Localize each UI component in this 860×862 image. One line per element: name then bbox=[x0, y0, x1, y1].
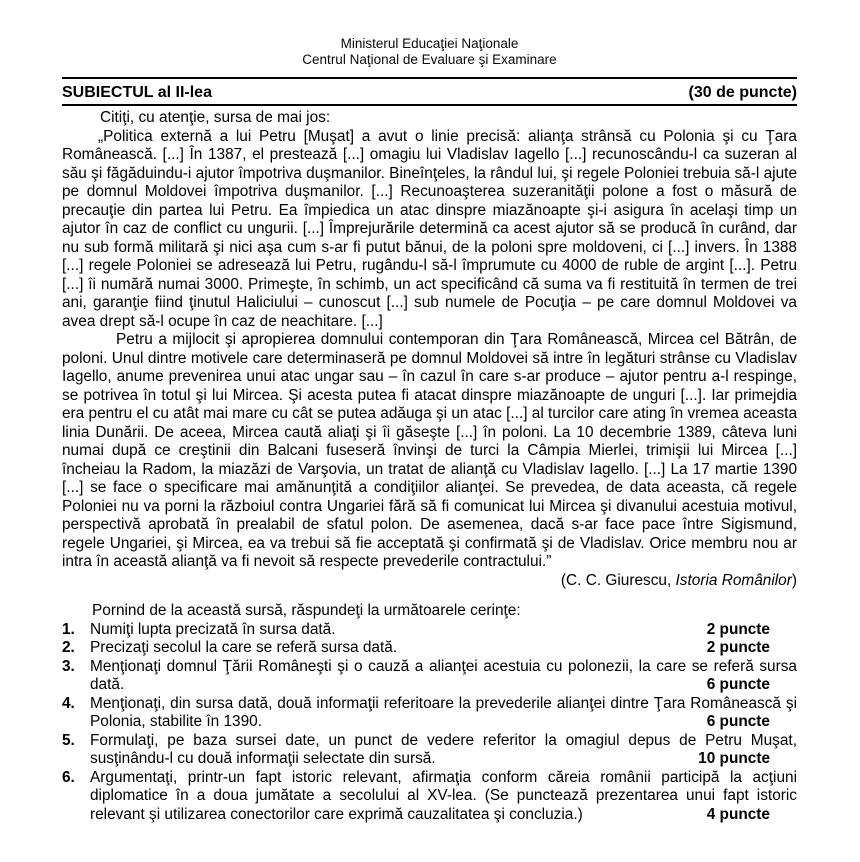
attribution-book-title: Istoria Românilor bbox=[675, 571, 792, 589]
question-item-3 bbox=[62, 658, 797, 695]
question-item-4 bbox=[62, 695, 797, 732]
question-number: 2. bbox=[62, 639, 75, 656]
question-text-block bbox=[90, 658, 797, 695]
question-text-block bbox=[90, 621, 797, 640]
question-points: 6 puncte bbox=[706, 676, 770, 693]
question-number: 5. bbox=[62, 731, 75, 749]
source-paragraph-2: Petru a mijlocit şi apropierea domnului contemporan din Ţara Românească, Mircea cel Bătrân, de poloni. Unul dintre motivele care determinaseră pe domnul Moldovei să intre în legături strânse cu Vladislav Iagello, anume prevenirea unui atac ungar sau – în cazul în care s-ar produce – ajutor pentru a-l respinge, se potrivea în totul şi lui Mircea. Şi acesta putea fi atacat dinspre miazănoapte de unguri [...]. Iar primejdia era pentru el cu atât mai mare cu cât se putea adăuga şi un atac [...] al turcilor care ating în vremea aceasta linia Dunării. De aceea, Mircea caută aliaţi şi îi găseşte [...] în poloni. La 10 decembrie 1389, câteva luni numai după ce creştinii din Balcani fuseseră învinşi de turci la Câmpia Mierlei, trimişii lui Mircea [...] încheiau la Radom, la miazăzi de Varşovia, un tratat de alianţă cu Vladislav Iagello. [...] La 17 martie 1390 [...] se face o specificare mai amănunţită a condiţiilor alianţei. Se prevedea, de data aceasta, că regele Poloniei nu va porni la războiul contra Ungariei fără să fi comunicat lui Mircea şi divanului acestuia motivul, perspectivă aprobată în prealabil de sfatul polon. De asemenea, dacă s-ar face pace între Sigismund, regele Ungariei, şi Mircea, ea va trebui să fie acceptată şi confirmată şi de Vladislav. Orice membru nou ar intra în această alianţă va fi nevoit să respecte prevederile contractului.” bbox=[62, 331, 797, 570]
ministry-name: Ministerul Educaţiei Naţionale bbox=[340, 36, 519, 51]
read-instruction: Citiţi, cu atenţie, sursa de mai jos: bbox=[100, 109, 331, 126]
subject-title-row bbox=[62, 83, 797, 106]
attribution-closing-paren: ) bbox=[791, 571, 797, 589]
question-list bbox=[62, 621, 797, 825]
document-body bbox=[62, 109, 797, 824]
question-number: 6. bbox=[62, 768, 75, 786]
question-text-block bbox=[90, 769, 797, 825]
question-number: 1. bbox=[62, 620, 75, 638]
attribution-author: (C. C. Giurescu, bbox=[560, 571, 676, 589]
question-text-block bbox=[90, 639, 797, 658]
question-item-6 bbox=[62, 769, 797, 825]
document-header bbox=[62, 36, 797, 68]
question-text: Menţionaţi domnul Ţării Româneşti şi o cauză a alianţei acestuia cu polonezii, la care se referă sursa dată. bbox=[90, 657, 797, 693]
question-points: 2 puncte bbox=[706, 620, 770, 638]
header-divider bbox=[62, 77, 797, 79]
source-paragraph-1: „Politica externă a lui Petru [Muşat] a avut o linie precisă: alianţa strânsă cu Polonia şi cu Ţara Românească. [...] În 1387, el prestează [...] omagiu lui Vladislav Iagello [...] recunoscându-l ca suzeran al său şi făgăduindu-i ajutor împotriva duşmanilor. Bineînţeles, la rândul lui, şi regele Poloniei trebuia să-l ajute pe domnul Moldovei împotriva duşmanilor. [...] Recunoaşterea suzeranităţii polone a fost o măsură de precauţie din partea lui Petru. Ea împiedica un atac dinspre miazănoapte şi-i asigura în acelaşi timp un ajutor în caz de conflict cu ungurii. [...] Împrejurările determină ca acest ajutor să se producă în curând, dar nu sub formă militară şi nici aşa cum s-ar fi putut bănui, de la poloni spre moldoveni, ci [...] invers. În 1388 [...] regele Poloniei se adresează lui Petru, rugându-l să-l împrumute cu 4000 de ruble de argint [...]. Petru [...] îi numără numai 3000. Primeşte, în schimb, un act specificând că suma va fi restituită în termen de trei ani, garanţie fiind ţinutul Haliciului – cunoscut [...] sub numele de Pocuţia – pe care domnul Moldovei va avea drept să-l ocupe în caz de neachitare. [...] bbox=[62, 127, 797, 330]
source-attribution bbox=[62, 572, 797, 591]
requirements-intro: Pornind de la aceastǎ sursă, răspundeţi la următoarele cerinţe: bbox=[92, 602, 521, 619]
question-points: 10 puncte bbox=[698, 750, 770, 767]
question-text-block bbox=[90, 732, 797, 769]
subject-title: SUBIECTUL al II-lea bbox=[62, 84, 212, 101]
question-text: Precizaţi secolul la care se referă sursa dată. bbox=[90, 639, 398, 656]
question-points: 6 puncte bbox=[706, 713, 770, 730]
question-text: Numiţi lupta precizată în sursa dată. bbox=[90, 620, 336, 638]
question-points: 2 puncte bbox=[706, 639, 770, 656]
question-points: 4 puncte bbox=[706, 805, 770, 823]
question-text: Formulaţi, pe baza sursei date, un punct de vedere referitor la omagiul depus de Petru Muşat, susţinându-l cu două informaţii selectate din sursă. bbox=[90, 731, 797, 767]
question-item-2 bbox=[62, 639, 797, 658]
question-text-block bbox=[90, 695, 797, 732]
question-text: Menţionaţi, din sursa dată, două informaţii referitoare la prevederile alianţei dintre Ţara Românească şi Polonia, stabilite în 1390. bbox=[90, 694, 797, 730]
question-item-5 bbox=[62, 732, 797, 769]
question-item-1 bbox=[62, 621, 797, 640]
question-number: 3. bbox=[62, 657, 75, 675]
question-number: 4. bbox=[62, 694, 75, 712]
subject-total-points: (30 de puncte) bbox=[688, 84, 797, 101]
question-text: Argumentaţi, printr-un fapt istoric relevant, afirmaţia conform căreia românii participă la acţiuni diplomatice în a doua jumătate a secolului al XV-lea. (Se punctează prezentarea unui fapt istoric relevant şi utilizarea conectorilor care exprimă cauzalitatea şi concluzia.) bbox=[90, 768, 797, 823]
evaluation-center-name: Centrul Naţional de Evaluare şi Examinare bbox=[302, 52, 557, 67]
